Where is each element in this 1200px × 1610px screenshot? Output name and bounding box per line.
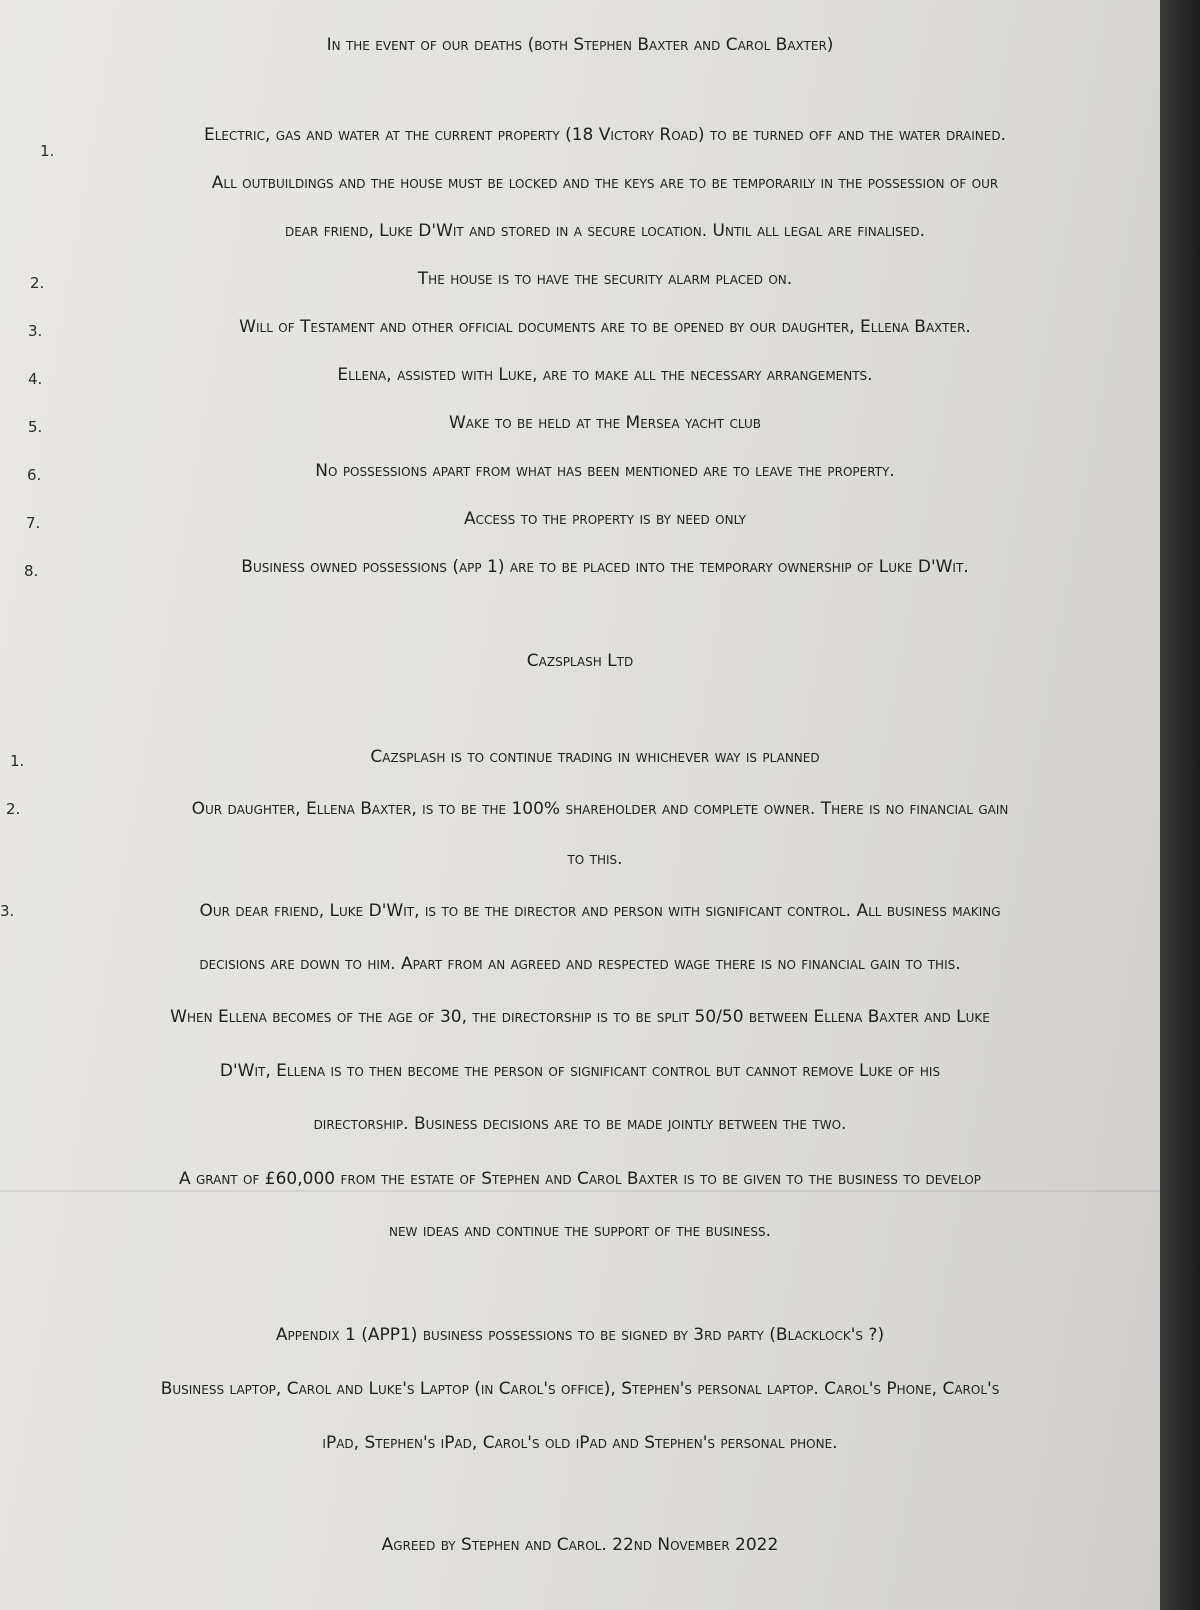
item-text: D'Wit, Ellena is to then become the person of significant control but cannot remove Luke of his (219, 1061, 941, 1081)
item-text: decisions are down to him. Apart from an agreed and respected wage there is no financial gain to this. (199, 954, 961, 974)
item-text: Will of Testament and other official documents are to be opened by our daughter, Ellena Baxter. (239, 317, 971, 337)
item-number: 4. (28, 370, 43, 388)
item-text: Access to the property is by need only (464, 509, 746, 529)
item-text: No possessions apart from what has been mentioned are to leave the property. (315, 461, 895, 481)
item-text: When Ellena becomes of the age of 30, the directorship is to be split 50/50 between Ellena Baxter and Luke (170, 1007, 990, 1027)
item-number: 8. (24, 562, 39, 580)
appendix-text: Business laptop, Carol and Luke's Laptop (in Carol's office), Stephen's personal laptop. Carol's Phone, Carol's (160, 1379, 1000, 1399)
item-number: 3. (28, 322, 43, 340)
item-text: to this. (567, 849, 623, 869)
item-text: Wake to be held at the Mersea yacht club (449, 413, 761, 433)
item-text: The house is to have the security alarm placed on. (417, 269, 793, 289)
item-number: 2. (30, 274, 45, 292)
section-title: Cazsplash Ltd (526, 651, 634, 671)
item-text: dear friend, Luke D'Wit and stored in a secure location. Until all legal are finalised. (284, 221, 926, 241)
agreement-line: Agreed by Stephen and Carol. 22nd November 2022 (381, 1535, 779, 1555)
item-text: Ellena, assisted with Luke, are to make all the necessary arrangements. (337, 365, 873, 385)
grant-text: A grant of £60,000 from the estate of Stephen and Carol Baxter is to be given to the business to develop (178, 1169, 982, 1189)
paper-fold (0, 1190, 1160, 1192)
item-text: Cazsplash is to continue trading in whichever way is planned (370, 747, 820, 767)
grant-text: new ideas and continue the support of the business. (389, 1221, 771, 1241)
item-number: 7. (26, 514, 41, 532)
item-number: 5. (28, 418, 43, 436)
item-text: All outbuildings and the house must be locked and the keys are to be temporarily in the possession of our (211, 173, 999, 193)
appendix-title: Appendix 1 (APP1) business possessions to be signed by 3rd party (Blacklock's ?) (275, 1325, 885, 1345)
item-text: Our dear friend, Luke D'Wit, is to be the director and person with significant control. All business making (199, 901, 1001, 921)
background-surface (1160, 0, 1200, 1610)
item-number: 1. (10, 752, 25, 770)
item-number: 3. (0, 902, 15, 920)
item-text: directorship. Business decisions are to be made jointly between the two. (313, 1114, 847, 1134)
document-heading: In the event of our deaths (both Stephen Baxter and Carol Baxter) (326, 35, 834, 55)
item-number: 6. (27, 466, 42, 484)
item-text: Electric, gas and water at the current property (18 Victory Road) to be turned off and the water drained. (203, 125, 1006, 145)
item-number: 2. (6, 800, 21, 818)
appendix-text: iPad, Stephen's iPad, Carol's old iPad and Stephen's personal phone. (322, 1433, 838, 1453)
item-text: Our daughter, Ellena Baxter, is to be the 100% shareholder and complete owner. There is no financial gain (191, 799, 1009, 819)
item-text: Business owned possessions (app 1) are to be placed into the temporary ownership of Luke D'Wit. (241, 557, 969, 577)
item-number: 1. (40, 142, 55, 160)
